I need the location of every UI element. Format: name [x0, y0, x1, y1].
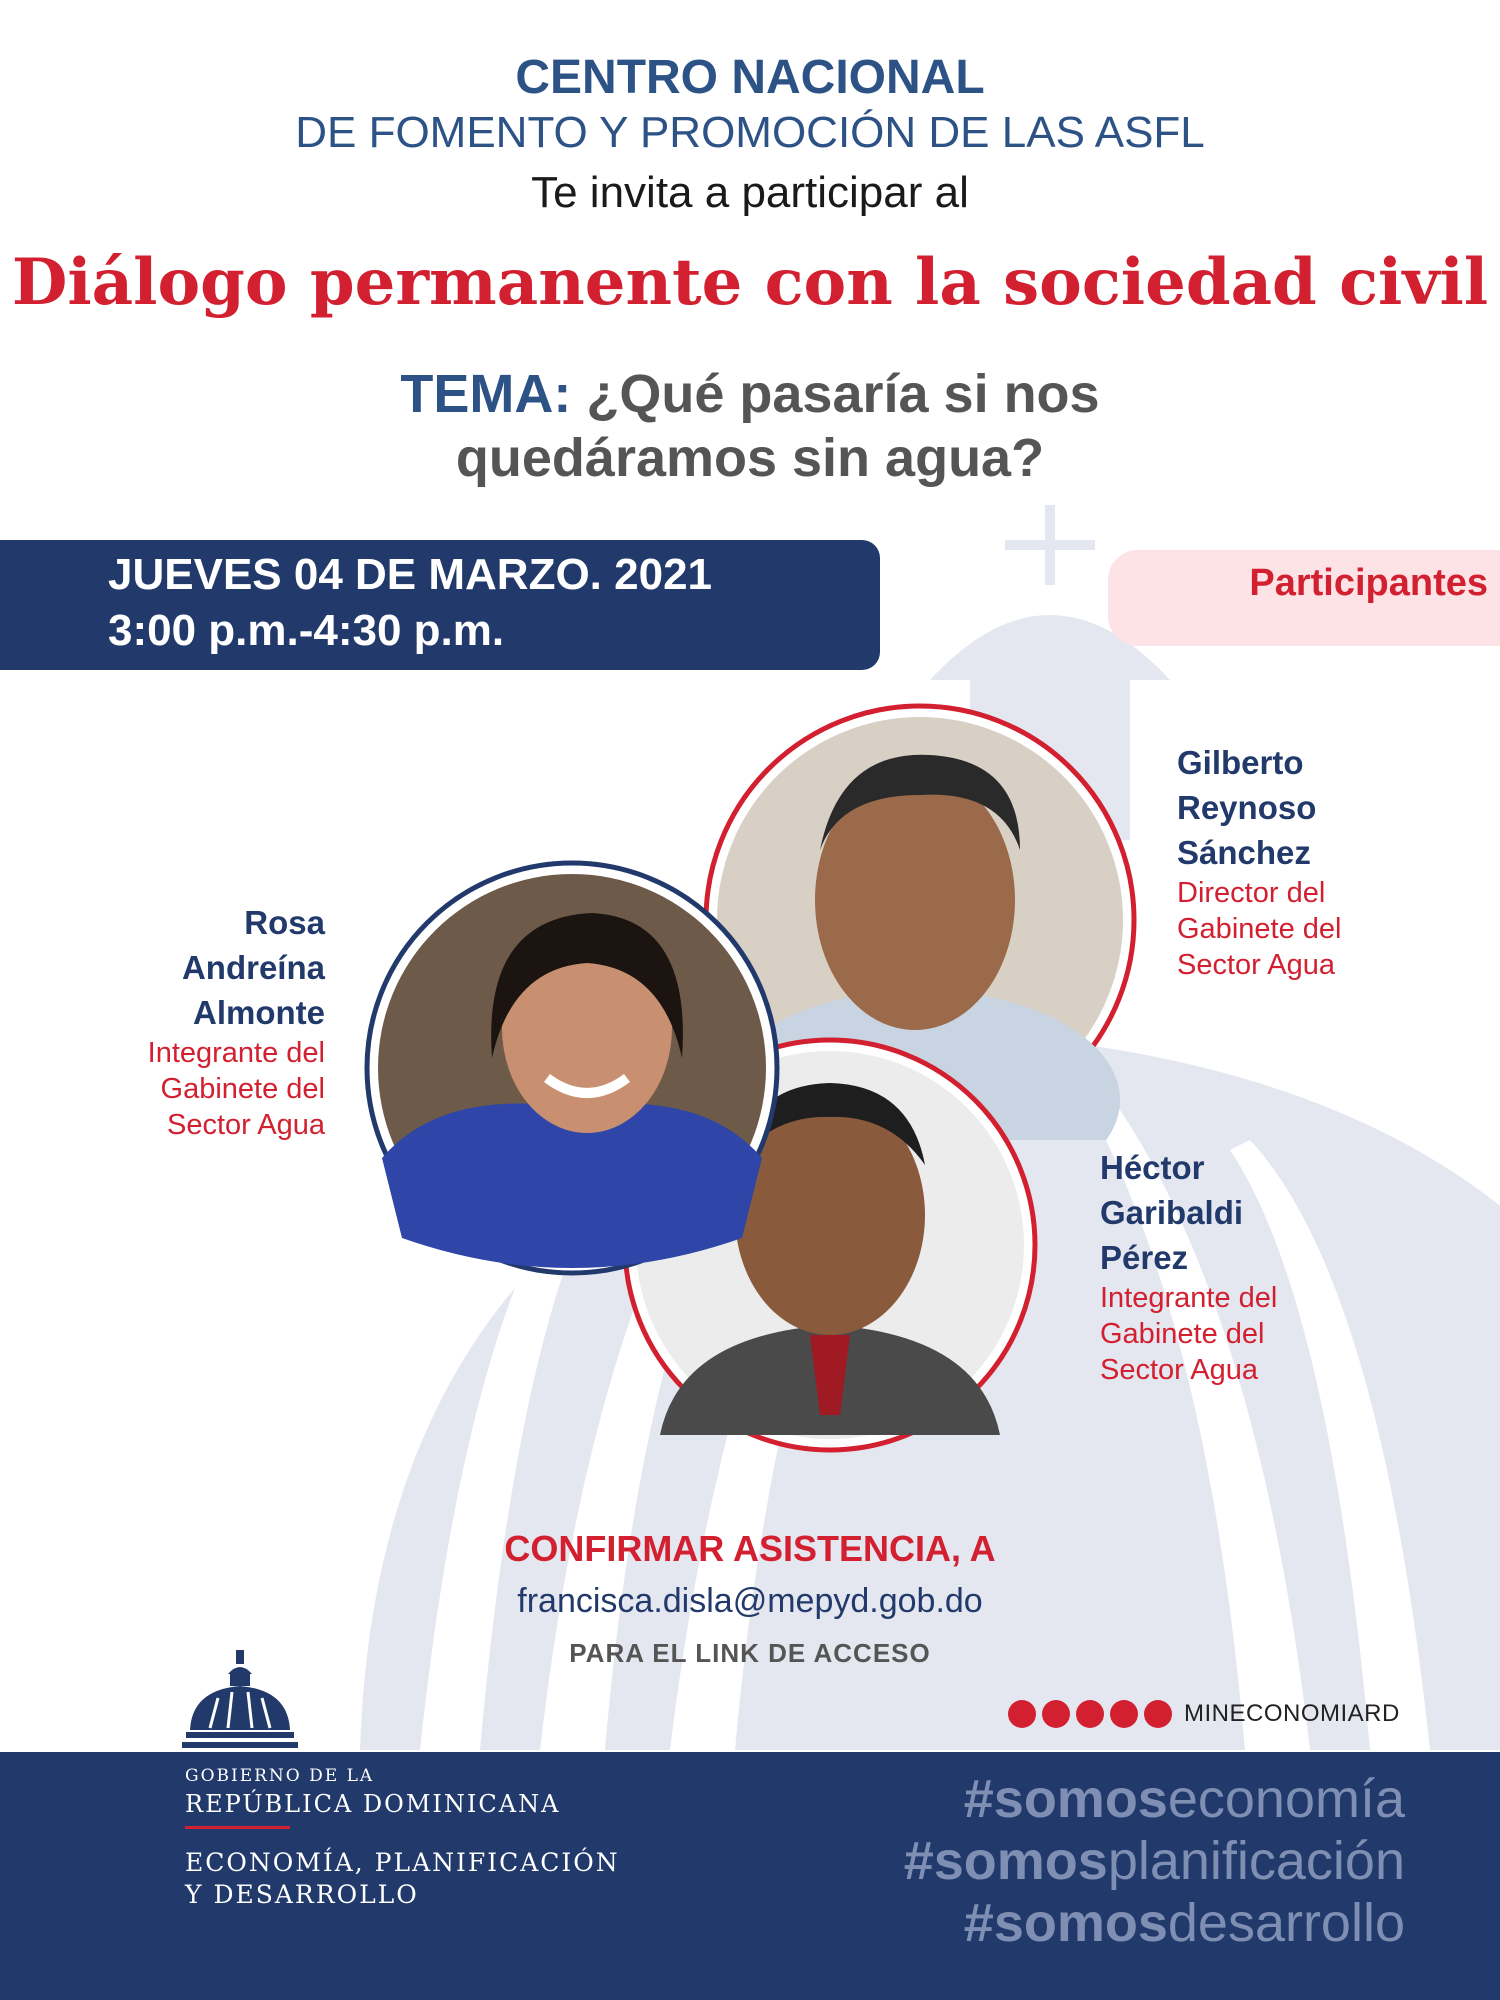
rsvp-label: CONFIRMAR ASISTENCIA, A [504, 1528, 996, 1569]
participant-role-line: Sector Agua [167, 1109, 325, 1141]
participant-gilberto [1177, 740, 1477, 983]
hashtag-rest: economía [1167, 1769, 1405, 1829]
instagram-icon[interactable] [1110, 1700, 1138, 1728]
ministry-line-2: Y DESARROLLO [185, 1880, 419, 1909]
participant-role-line: Gabinete del [160, 1073, 325, 1105]
footer-divider [185, 1826, 290, 1829]
participant-name-line: Gilberto [1177, 744, 1304, 781]
twitter-icon[interactable] [1144, 1700, 1172, 1728]
topic-line-1: ¿Qué pasaría si nos [586, 364, 1100, 424]
participant-name-line: Garibaldi [1100, 1194, 1244, 1231]
topic-line-2: quedáramos sin agua? [455, 428, 1045, 488]
hashtag-desarrollo [964, 1892, 1405, 1954]
photo-rosa [362, 858, 782, 1278]
government-dome-logo [180, 1650, 300, 1750]
participant-role-line: Gabinete del [1100, 1318, 1265, 1350]
invitation-text: Te invita a participar al [531, 168, 969, 217]
hashtag-bold: #somos [963, 1893, 1168, 1953]
participant-name-line: Andreína [181, 949, 325, 986]
ministry-line-1: ECONOMÍA, PLANIFICACIÓN [185, 1848, 620, 1877]
participant-name-line: Héctor [1100, 1149, 1205, 1186]
topic-label: TEMA: [400, 364, 572, 424]
participant-hector [1100, 1145, 1440, 1388]
participant-rosa [60, 900, 325, 1143]
participant-role-line: Director del [1177, 877, 1326, 909]
participant-name-line: Sánchez [1177, 834, 1311, 871]
participants-label: Participantes [1249, 562, 1488, 604]
participant-role-line: Sector Agua [1177, 949, 1335, 981]
participant-name-line: Rosa [244, 904, 325, 941]
event-date: JUEVES 04 DE MARZO. 2021 [108, 550, 713, 599]
social-handle[interactable]: MINECONOMIARD [1184, 1700, 1400, 1727]
linkedin-icon[interactable] [1042, 1700, 1070, 1728]
gov-line-2: REPÚBLICA DOMINICANA [185, 1790, 561, 1818]
hashtag-economia [964, 1768, 1405, 1830]
participant-role-line: Sector Agua [1100, 1354, 1258, 1386]
youtube-icon[interactable] [1008, 1700, 1036, 1728]
event-time: 3:00 p.m.-4:30 p.m. [108, 606, 505, 655]
organization-name: CENTRO NACIONAL [515, 51, 985, 104]
participant-role-line: Gabinete del [1177, 913, 1342, 945]
participant-name-line: Pérez [1100, 1239, 1189, 1276]
topic [0, 362, 1500, 490]
rsvp-email[interactable]: francisca.disla@mepyd.gob.do [517, 1582, 983, 1620]
event-title: Diálogo permanente con la sociedad civil [11, 245, 1489, 320]
hashtag-planificacion [904, 1830, 1405, 1892]
facebook-icon[interactable] [1076, 1700, 1104, 1728]
participant-role-line: Integrante del [1100, 1282, 1278, 1314]
hashtag-bold: #somos [903, 1831, 1108, 1891]
rsvp-note: PARA EL LINK DE ACCESO [569, 1638, 931, 1668]
hashtag-rest: planificación [1107, 1831, 1405, 1891]
participant-name-line: Reynoso [1177, 789, 1317, 826]
participant-role-line: Integrante del [147, 1037, 325, 1069]
hashtag-bold: #somos [963, 1769, 1168, 1829]
hashtag-rest: desarrollo [1167, 1893, 1405, 1953]
participant-name-line: Almonte [193, 994, 325, 1031]
social-bar [1008, 1700, 1400, 1734]
organization-subtitle: DE FOMENTO Y PROMOCIÓN DE LAS ASFL [295, 108, 1205, 157]
gov-line-1: GOBIERNO DE LA [185, 1766, 375, 1786]
